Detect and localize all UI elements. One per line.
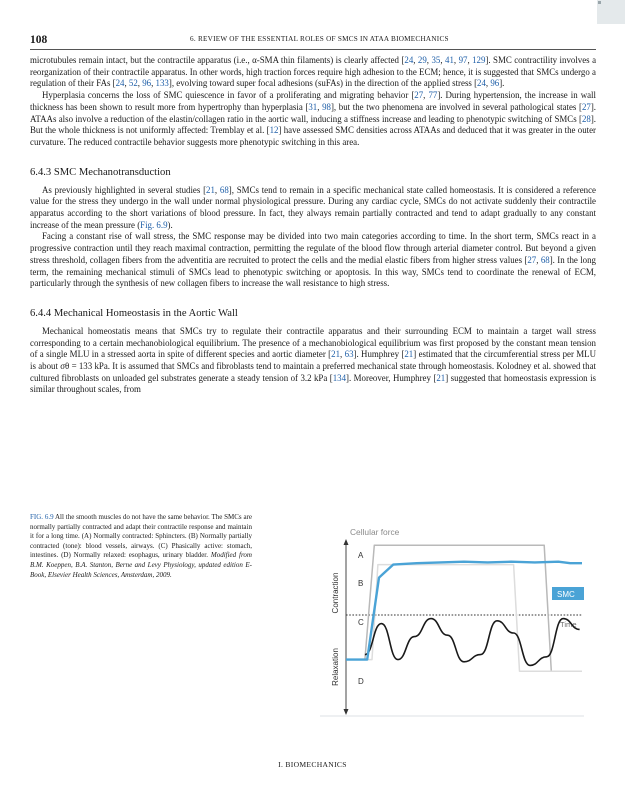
- chart-title: Cellular force: [350, 527, 400, 537]
- page-corner-mark: [598, 1, 601, 4]
- figure-6-9: [30, 513, 596, 725]
- paragraph: Facing a constant rise of wall stress, the SMC response may be divided into two main categories according to time. In the short term, SMCs react in a progressive contraction until they reach maximal contraction, permitting the regulate of the blood flow through arterial diameter control. But beyond a given stress threshold, collagen fibers from the adventitia are recruited to protect the cells and the medial elastic fibers from higher stress values [27, 68]. In the long term, the remaining mechanical stimuli of SMCs lead to phenotypic switching or apoptosis. In this way, SMCs tend to coordinate the renewal of ECM, particularly through the synthesis of new collagen fibers to increase the wall resistance to high stress.: [30, 231, 596, 289]
- paragraph: Mechanical homeostatis means that SMCs try to regulate their contractile apparatus and their surrounding ECM to maintain a target wall stress corresponding to a certain mechanobiological equilibrium. The presence of a mechanobiological equilibrium was first proposed by the constant mean tension of a single MLU in a stressed aorta in spite of different species and aortic diameter [21, 63]. Humphrey [21] estimated that the circumferential stress per MLU is about σθ = 133 kPa. It is assumed that SMCs and fibroblasts tend to maintain a preferred mechanical state through homeostasis. Kolodney et al. showed that cultured fibroblasts on unloaded gel substrates generate a steady tension of 3.2 kPa [134]. Moreover, Humphrey [21] suggested that homeostasis expression is similar throughout scales, from: [30, 325, 596, 395]
- figure-label: FIG. 6.9: [30, 513, 54, 521]
- curve-label-a: A: [358, 551, 364, 560]
- figure-link[interactable]: Fig. 6.9: [140, 219, 168, 230]
- x-label-time: Time: [560, 620, 577, 629]
- citation-link[interactable]: 96: [142, 78, 152, 89]
- citation-link[interactable]: 41: [445, 55, 454, 65]
- body-text: [30, 55, 596, 396]
- citation-link[interactable]: 24: [115, 78, 125, 89]
- y-label-contraction: Contraction: [331, 572, 340, 614]
- figure-caption: FIG. 6.9 All the smooth muscles do not have the same behavior. The SMCs are normally partially contracted and adapt their contractile response and maintain it for a long time. (A) Normally contracted: Sphincters. (B) Normally partially contracted (tone): blood vessels, airways. (C) Phasically active: stomach, intestines. (D) Normally relaxed: esophagus, urinary bladder. Modified from B.M. Koeppen, B.A. Stanton, Berne and Levy Physiology, updated edition E-Book, Elsevier Health Sciences, Amsterdam, 2009.: [30, 513, 252, 579]
- citation-link[interactable]: 31: [308, 101, 318, 112]
- figure-source: Modified from B.M. Koeppen, B.A. Stanton, Berne and Levy Physiology, updated edition E-Book, Elsevier Health Sciences, Amsterdam, 2009.: [30, 551, 252, 579]
- header-rule: [30, 49, 596, 50]
- citation-link[interactable]: 52: [128, 78, 138, 89]
- section-heading: 6.4.3 SMC Mechanotransduction: [30, 166, 171, 178]
- citation-link[interactable]: 21: [404, 349, 414, 360]
- citation-link[interactable]: 21: [206, 184, 215, 195]
- page-number: 108: [30, 34, 48, 46]
- citation-link[interactable]: 24: [477, 78, 486, 89]
- curve-label-c: C: [358, 618, 364, 627]
- curve-label-d: D: [358, 677, 364, 686]
- citation-link[interactable]: 96: [490, 78, 500, 89]
- smc-badge-label: SMC: [557, 590, 575, 599]
- citation-link[interactable]: 29: [417, 55, 427, 65]
- chapter-title: 6. REVIEW OF THE ESSENTIAL ROLES OF SMCS IN ATAA BIOMECHANICS: [190, 35, 449, 43]
- citation-link[interactable]: 77: [428, 90, 438, 101]
- citation-link[interactable]: 68: [540, 254, 550, 265]
- chart-bottom-strip: [320, 715, 584, 717]
- citation-link[interactable]: 35: [431, 55, 441, 65]
- citation-link[interactable]: 12: [269, 125, 279, 136]
- citation-link[interactable]: 24: [404, 55, 414, 65]
- running-head: [30, 34, 596, 48]
- citation-link[interactable]: 21: [436, 372, 446, 383]
- citation-link[interactable]: 129: [472, 55, 486, 65]
- citation-link[interactable]: 27: [414, 90, 424, 101]
- citation-link[interactable]: 134: [332, 372, 347, 383]
- page-footer: I. BIOMECHANICS: [278, 760, 347, 769]
- paragraph: As previously highlighted in several studies [21, 68], SMCs tend to remain in a specific mechanical state called homeostasis. It is considered a reference value for the stress they undergo in the wall under normal physiological pressure. During any cardiac cycle, SMCs do not activate suddenly their contractile apparatus according to the short variations of blood pressure. In fact, they always remain partially contracted and tend to adapt gradually to any constant increase of the mean pressure (Fig. 6.9).: [30, 184, 596, 230]
- citation-link[interactable]: 28: [581, 113, 591, 124]
- citation-link[interactable]: 68: [219, 184, 229, 195]
- cellular-force-chart: [320, 521, 584, 717]
- citation-link[interactable]: 63: [344, 349, 354, 360]
- citation-link[interactable]: 133: [155, 78, 169, 89]
- curve-label-b: B: [358, 579, 364, 588]
- page-corner-tab: [597, 0, 625, 24]
- y-label-relaxation: Relaxation: [331, 648, 340, 686]
- citation-link[interactable]: 98: [322, 101, 331, 112]
- paragraph: microtubules remain intact, but the contractile apparatus (i.e., α-SMA thin filaments) is clearly affected [24, 29, 35, 41, 97, 129]. SMC contractility involves a reorganization of their contractile apparatus. In other words, high traction forces require high adhesion to the ECM; hence, it is suggested that SMCs undergo a regulation of their FAs [24, 52, 96, 133], evolving toward super focal adhesions (suFAs) in the direction of the applied stress [24, 96].: [30, 55, 597, 89]
- paragraph: Hyperplasia concerns the loss of SMC quiescence in favor of a proliferating and migrating behavior [27, 77]. During hypertension, the increase in wall thickness has been shown to result more from hypertrophy than hyperplasia [31, 98], but the two phenomena are involved in several pathological states [27]. ATAAs also involve a reduction of the elastin/collagen ratio in the aortic wall, inducing a stiffness increase and leading to phenotypic switching of SMCs [28]. But the whole thickness is not uniformly affected: Tremblay et al. [12] have assessed SMC densities across ATAAs and deduced that it was greater in the outer curvature. The reduced contractile behavior suggests more phenotypic switching in this area.: [30, 90, 597, 147]
- citation-link[interactable]: 27: [527, 254, 537, 265]
- citation-link[interactable]: 27: [581, 101, 591, 112]
- section-heading: 6.4.4 Mechanical Homeostasis in the Aortic Wall: [30, 307, 238, 319]
- citation-link[interactable]: 97: [458, 55, 468, 65]
- citation-link[interactable]: 21: [331, 349, 341, 360]
